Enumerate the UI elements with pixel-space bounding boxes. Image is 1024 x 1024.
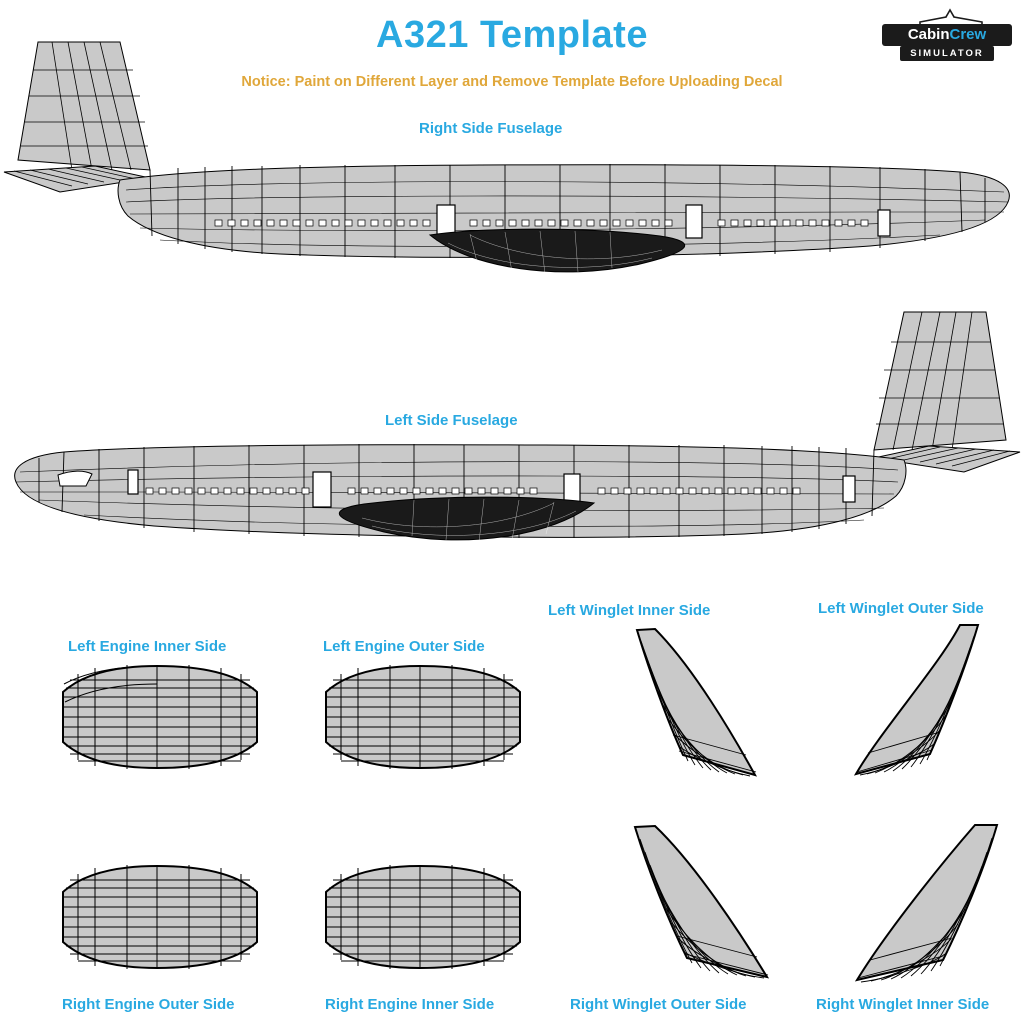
label-left-winglet-inner: Left Winglet Inner Side (548, 602, 711, 619)
label-left-side-fuselage: Left Side Fuselage (385, 412, 518, 429)
right-side-fuselage-wireframe (0, 20, 1024, 280)
right-winglet-inner-wireframe (845, 822, 1020, 987)
label-left-engine-outer: Left Engine Outer Side (323, 638, 485, 655)
label-right-winglet-outer: Right Winglet Outer Side (570, 996, 747, 1013)
logo-subtitle: SIMULATOR (900, 46, 994, 61)
notice-text: Notice: Paint on Different Layer and Remove Template Before Uploading Decal (241, 74, 783, 90)
left-engine-inner-wireframe (45, 662, 275, 772)
left-winglet-outer-wireframe (840, 622, 1000, 782)
left-winglet-inner-wireframe (615, 625, 775, 785)
label-right-side-fuselage: Right Side Fuselage (419, 120, 563, 137)
left-engine-outer-wireframe (308, 662, 538, 772)
right-winglet-outer-wireframe (615, 822, 785, 987)
label-left-engine-inner: Left Engine Inner Side (68, 638, 227, 655)
right-engine-inner-wireframe (308, 862, 538, 972)
right-engine-outer-wireframe (45, 862, 275, 972)
label-right-engine-inner: Right Engine Inner Side (325, 996, 495, 1013)
logo-word-crew: Crew (949, 26, 987, 43)
page-title: A321 Template (376, 14, 648, 56)
logo-word-cabin: Cabin (907, 26, 950, 43)
label-left-winglet-outer: Left Winglet Outer Side (818, 600, 984, 617)
label-right-engine-outer: Right Engine Outer Side (62, 996, 235, 1013)
left-side-fuselage-wireframe (0, 300, 1024, 562)
label-right-winglet-inner: Right Winglet Inner Side (816, 996, 990, 1013)
